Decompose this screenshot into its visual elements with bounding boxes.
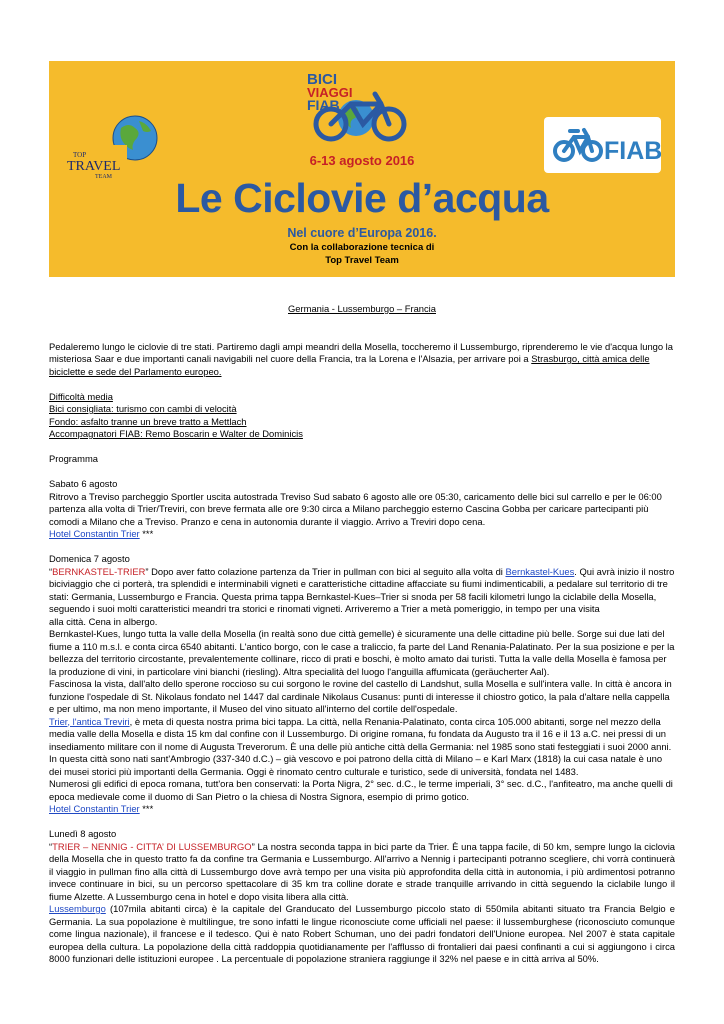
intro-paragraph (49, 341, 675, 379)
bernkastel-link[interactable]: Bernkastel-Kues (505, 565, 575, 577)
logo-center-bici: BICI (307, 71, 337, 88)
day3-quote-open: “ (49, 840, 53, 852)
day1-hotel-stars: *** (139, 528, 154, 539)
program-label: Programma (49, 453, 98, 464)
day2-title: Domenica 7 agosto (49, 553, 130, 564)
route-heading: Germania - Lussemburgo – Francia (288, 303, 436, 314)
logo-left-top: TOP (73, 151, 87, 159)
day2-quote-open: “ (49, 565, 53, 577)
day1-title: Sabato 6 agosto (49, 478, 118, 489)
day3-paragraph-1 (49, 841, 675, 904)
logo-left-travel: TRAVEL (67, 159, 121, 174)
info-bike: Bici consigliata: turismo con cambi di velocità (49, 403, 237, 414)
logo-center-fiab: FIAB (307, 97, 340, 113)
event-date: 6-13 agosto 2016 (309, 153, 415, 168)
day2-paragraph-2: Bernkastel-Kues, lungo tutta la valle della Mosella (in realtà sono due città gemelle) è sicuramente una delle cittadine più belle. Sorge sui due lati del fiume a 110 m.s.l. e conta circa 6540 abitanti. L'antico borgo, con le case a traliccio, fa parte del Land Renania-Palatinato. Per la sua posizione e per la bellezza del territorio circostante, prevalentemente collinare, ricco di prati e boschi, è molto amato dai turisti. Tutta la valle della Mosella è famosa per la produzione di vini, in particolare vini bianchi (riesling). Altra specialità del luogo l'anguilla affumicata (geräucherter Aal). (49, 628, 675, 677)
day2-route: BERNKASTEL-TRIER (52, 565, 146, 577)
day2-hotel-stars: *** (139, 803, 154, 814)
info-surface: Fondo: asfalto tranne un breve tratto a Mettlach (49, 415, 247, 427)
trier-link[interactable]: Trier, l'antica Treviri (49, 715, 130, 727)
info-difficulty: Difficoltà media (49, 390, 113, 402)
top-travel-team-logo (59, 113, 159, 183)
day2-text-c: alla città. Cena in albergo. (49, 615, 158, 627)
logo-center-viaggi: VIAGGI (307, 85, 353, 100)
lussemburgo-link[interactable]: Lussemburgo (49, 903, 106, 914)
day2-paragraph-3: Fascinosa la vista, dall'alto dello sperone roccioso su cui sorgono le rovine del castello di Landshut, sulla Mosella e sull'intera valle. In città è ancora in funzione l'ospedale di St. Nikolaus fondato nel 1447 dal cardinale Nikolaus Cusanus: punti di interesse il chiostro gotico, la pala d'altare nella cappella e per ultimo, ma non meno importante, il Museo del vino situato all'interno del cortile dell'ospedale. (49, 678, 672, 714)
day2-text-a: ” Dopo aver fatto colazione partenza da Trier in pullman con bici al seguito alla volta di (145, 565, 506, 577)
day3-text-a: ” La nostra seconda tappa in bici parte da Trier. È una tappa facile, di 50 km, sempre lungo la ciclovia della Mosella che in questo tratto fa da confine tra Germania e Lussemburgo. All'arrivo a Nennig i partecipanti potranno scegliere, chi vorrà continuerà il viaggio in pullman fino alla città di Lussemburgo dove avrà tempo per una visita più approfondita della città in autonomia, i più ardimentosi potranno invece continuare in bici, su un percorso spettacolare di 35 km tra colline dorate e strade tranquille arrivando in città seguendo la ciclabile lungo il fiume Alzette. A Lussemburgo cena in hotel e dopo visita libera alla città. (49, 840, 675, 902)
day2-para4-text: , è meta di questa nostra prima bici tappa. La città, nella Renania-Palatinato, conta circa 105.000 abitanti, sorge nel mezzo della media valle della Mosella e dista 15 km dal confine con il Lussemburgo. Di origine romana, fu fondata da Augusto tra il 16 e il 13 a.C. nei pressi di un insediamento militare con il nome di Augusta Treverorum. È una delle più antiche città della Germania: nel 1985 sono stati festeggiati i suoi 2000 anni. In questa città sono nati sant'Ambrogio (337-340 d.C.) – già vescovo e poi patrono della città di Milano – e Karl Marx (1818) la cui casa natale è uno dei musei storici più importanti della Germania. Oggi è rinomato centro culturale e turistico, sede di università, fondata nel 1483. (49, 715, 672, 777)
day3-title: Lunedì 8 agosto (49, 828, 117, 839)
day3-route: TRIER – NENNIG - CITTA’ DI LUSSEMBURGO (52, 840, 252, 852)
day1-hotel-line (49, 528, 675, 541)
bici-viaggi-fiab-logo (301, 66, 413, 148)
day2-paragraph-5: Numerosi gli edifici di epoca romana, tutt'ora ben conservati: la Porta Nigra, 2° sec. d.C., le terme imperiali, 3° sec. d.C., l'anfiteatro, ma anche quelli di epoca medievale come il duomo di San Pietro o la chiesa di Nostra Signora, esempio di primo gotico. (49, 778, 673, 802)
day2-hotel-link[interactable]: Hotel Constantin Trier (49, 803, 140, 814)
day3-paragraph-2 (49, 903, 675, 966)
page-subtitle: Nel cuore d’Europa 2016. (287, 226, 437, 240)
page-title: Le Ciclovie d’acqua (175, 175, 549, 221)
document-body (49, 303, 675, 966)
day1-hotel-link[interactable]: Hotel Constantin Trier (49, 528, 140, 539)
collab-line-1: Con la collaborazione tecnica di (289, 242, 435, 253)
collab-line-2: Top Travel Team (325, 255, 399, 266)
day1-text: Ritrovo a Treviso parcheggio Sportler uscita autostrada Treviso Sud sabato 6 agosto alle ore 05:30, caricamento delle bici sul carrello e per le 06:00 partenza alla volta di Trier/Treviri, con breve fermata alle ore 9:30 circa a Milano parcheggio esterno Cascina Gobba per caricare partecipanti più comodi a Milano che a Treviso. Pranzo e cena in autonomia durante il viaggio. Arrivo a Treviri dopo cena. (49, 490, 662, 527)
day2-text-b: . Qui avrà inizio il nostro biciviaggio che ci porterà, tra splendidi e interminabili vigneti e caratteristiche cittadine affacciate su fiumi indimenticabili, a pedalare sul territorio di tre stati: Germania, Lussemburgo e Francia. Questa prima tappa Bernkastel-Kues–Trier si snoda per 58 facili kilometri lungo la ciclabile della Mosella, seguendo i suoi molti caratteristici meandri tra storici e rinomati vigneti. Arriveremo a Trier a metà pomeriggio, in tempo per una visita (49, 565, 675, 614)
day2-paragraph-1 (49, 566, 675, 616)
strasburgo-link[interactable]: Strasburgo, città amica delle biciclette e sede del Parlamento europeo. (49, 353, 650, 377)
logo-left-team: TEAM (95, 174, 112, 180)
day3-text-b: (107mila abitanti circa) è la capitale del Granducato del Lussemburgo piccolo stato di 550mila abitanti situato tra Francia Belgio e Germania. La sua popolazione è multilingue, tre sono infatti le lingue riconosciute come ufficiali nel paese: il lussemburghese (riconosciuto comunque come lingua nazionale), il francese e il tedesco. Qui è nato Robert Schuman, uno dei padri fondatori dell'Unione europea. Nel 2007 è stata capitale europea della cultura. La popolazione della città raddoppia quotidianamente per l'afflusso di frontalieri dai paesi confinanti a cui si aggiungono i circa 8000 funzionari delle istituzioni europee . La percentuale di popolazione straniera raggiunge il 32% nel paese e in città arriva al 50%. (49, 903, 675, 964)
info-guides: Accompagnatori FIAB: Remo Boscarin e Walter de Dominicis (49, 428, 303, 439)
day2-hotel-line (49, 803, 675, 816)
day2-paragraph-4 (49, 716, 675, 779)
fiab-logo-text: FIAB (604, 137, 661, 165)
intro-text: Pedaleremo lungo le ciclovie di tre stati. Partiremo dagli ampi meandri della Mosella, toccheremo il Lussemburgo, riprenderemo le vie d'acqua lungo la misteriosa Saar e due importanti canali navigabili nel cuore della Francia, tra la Lorena e l'Alsazia, per arrivare poi a (49, 340, 673, 364)
